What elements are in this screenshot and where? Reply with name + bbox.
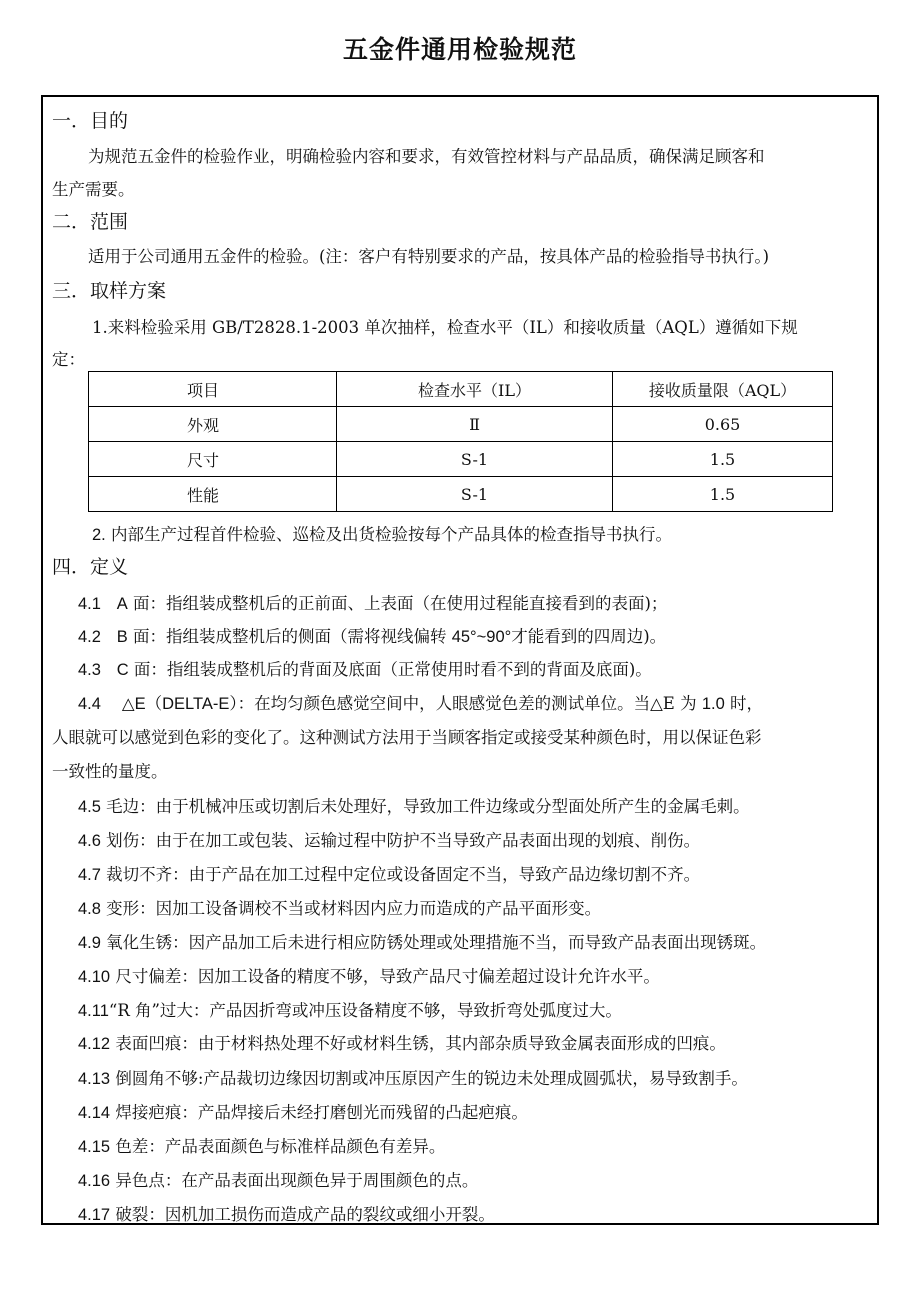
- definition-4-8: [78, 895, 601, 919]
- table-cell: S-1: [337, 477, 613, 512]
- definition-4-11: [78, 997, 622, 1021]
- item-text: 倒圆角不够:产品裁切边缘因切割或冲压原因产生的锐边未处理成圆弧状，易导致割手。: [110, 1069, 748, 1088]
- definition-4-17: [78, 1201, 495, 1225]
- item-number: 4.3: [78, 661, 101, 679]
- table-row: [89, 442, 833, 477]
- item-text: 破裂：因机加工损伤而造成产品的裂纹或细小开裂。: [110, 1205, 495, 1224]
- item-term: B: [116, 628, 128, 646]
- item-term: A: [116, 595, 128, 613]
- table-cell: 1.5: [613, 442, 833, 477]
- item-number: 4.10: [78, 968, 111, 986]
- definition-4-15: [78, 1133, 445, 1157]
- item-text: 氧化生锈：因产品加工后未进行相应防锈处理或处理措施不当，而导致产品表面出现锈斑。: [100, 933, 767, 952]
- purpose-text-line-2: 生产需要。: [52, 180, 135, 199]
- item-text: 面：指组装成整机后的正前面、上表面（在使用过程能直接看到的表面)；: [127, 594, 668, 613]
- item-text: 面：指组装成整机后的侧面（需将视线偏转: [127, 627, 452, 646]
- table-cell: Ⅱ: [337, 407, 613, 442]
- item-number: 4.13: [78, 1070, 111, 1088]
- definition-4-1: [78, 590, 667, 614]
- item-text: 面：指组装成整机后的背面及底面（正常使用时看不到的背面及底面)。: [128, 660, 652, 679]
- item-number: 4.2: [78, 628, 101, 646]
- item-text: 色差：产品表面颜色与标准样品颜色有差异。: [110, 1137, 446, 1156]
- definition-4-3: [78, 656, 652, 680]
- item-text: 尺寸偏差：因加工设备的精度不够，导致产品尺寸偏差超过设计允许水平。: [110, 967, 660, 986]
- item-number: 4.1: [78, 595, 101, 613]
- item-number: 4.8: [78, 900, 101, 918]
- item-number: 4.5: [78, 798, 101, 816]
- table-cell: 1.5: [613, 477, 833, 512]
- page-title: 五金件通用检验规范: [342, 35, 577, 64]
- item-number: 4.6: [78, 832, 101, 850]
- item-number: 4.4: [78, 695, 101, 713]
- item-number: 4.17: [78, 1206, 111, 1224]
- definition-4-5: [78, 793, 750, 817]
- table-cell: 0.65: [613, 407, 833, 442]
- table-row: [89, 407, 833, 442]
- sampling-text-line-3: [92, 521, 672, 545]
- section-heading-purpose: 一．目的: [52, 110, 129, 132]
- definition-4-16: [78, 1167, 478, 1191]
- item-text: 毛边：由于机械冲压或切割后未处理好，导致加工件边缘或分型面处所产生的金属毛刺。: [100, 797, 750, 816]
- definition-4-10: [78, 963, 660, 987]
- sampling-text-line-1: 1.来料检验采用 GB/T2828.1-2003 单次抽样，检查水平（IL）和接收质量（AQL）遵循如下规: [92, 318, 798, 337]
- definition-4-7: [78, 861, 700, 885]
- item-number: 4.16: [78, 1172, 111, 1190]
- item-text: 裁切不齐：由于产品在加工过程中定位或设备固定不当，导致产品边缘切割不齐。: [100, 865, 701, 884]
- item-text: 内部生产过程首件检验、巡检及出货检验按每个产品具体的检查指导书执行。: [105, 525, 673, 544]
- table-header-row: [89, 372, 833, 407]
- item-number: 4.15: [78, 1138, 111, 1156]
- sampling-table: [88, 371, 833, 512]
- table-row: [89, 477, 833, 512]
- definition-4-4-line-3: 一致性的量度。: [52, 762, 168, 781]
- purpose-text-line-1: 为规范五金件的检验作业，明确检验内容和要求，有效管控材料与产品品质，确保满足顾客和: [88, 147, 765, 166]
- definition-4-6: [78, 827, 700, 851]
- definition-4-12: [78, 1030, 726, 1054]
- item-number: 4.9: [78, 934, 101, 952]
- item-text: ：在均匀颜色感觉空间中，人眼感觉色差的测试单位。当△E 为: [237, 694, 702, 713]
- item-term: △E（DELTA-E）: [121, 695, 238, 713]
- definition-4-4-line-2: 人眼就可以感觉到色彩的变化了。这种测试方法用于当顾客指定或接受某种颜色时，用以保证色彩: [52, 728, 762, 747]
- table-cell: 性能: [89, 477, 337, 512]
- section-heading-definitions: 四．定义: [52, 556, 129, 578]
- item-value: 1.0: [701, 695, 725, 713]
- item-text-post: 才能看到的四周边)。: [511, 627, 667, 646]
- definition-4-14: [78, 1099, 528, 1123]
- definition-4-13: [78, 1065, 748, 1089]
- definition-4-9: [78, 929, 766, 953]
- sampling-text-line-2: 定：: [52, 350, 85, 369]
- item-number: 4.11: [78, 1002, 109, 1020]
- item-number: 4.14: [78, 1104, 111, 1122]
- section-heading-sampling: 三．取样方案: [52, 280, 167, 302]
- item-text: 划伤：由于在加工或包装、运输过程中防护不当导致产品表面出现的划痕、削伤。: [100, 831, 701, 850]
- definition-4-2: [78, 623, 666, 647]
- table-cell: 尺寸: [89, 442, 337, 477]
- scope-text: 适用于公司通用五金件的检验。(注：客户有特别要求的产品，按具体产品的检验指导书执行。): [88, 247, 770, 266]
- item-text: 变形：因加工设备调校不当或材料因内应力而造成的产品平面形变。: [100, 899, 602, 918]
- definition-4-4: [78, 690, 763, 714]
- table-cell: S-1: [337, 442, 613, 477]
- item-text: 异色点：在产品表面出现颜色异于周围颜色的点。: [110, 1171, 479, 1190]
- item-number: 4.7: [78, 866, 101, 884]
- table-cell: 外观: [89, 407, 337, 442]
- item-term: C: [116, 661, 129, 679]
- table-header-cell: 检查水平（IL）: [337, 372, 613, 407]
- item-number: 2.: [92, 526, 106, 544]
- item-text-post: 时，: [724, 694, 764, 713]
- item-text: 表面凹痕：由于材料热处理不好或材料生锈，其内部杂质导致金属表面形成的凹痕。: [110, 1034, 726, 1053]
- item-angle: 45°~90°: [451, 628, 512, 646]
- section-heading-scope: 二．范围: [52, 211, 129, 233]
- table-header-cell: 接收质量限（AQL）: [613, 372, 833, 407]
- item-number: 4.12: [78, 1035, 111, 1053]
- table-header-cell: 项目: [89, 372, 337, 407]
- item-text: 焊接疤痕：产品焊接后未经打磨刨光而残留的凸起疤痕。: [110, 1103, 528, 1122]
- item-text: “R 角”过大：产品因折弯或冲压设备精度不够，导致折弯处弧度过大。: [108, 1001, 622, 1020]
